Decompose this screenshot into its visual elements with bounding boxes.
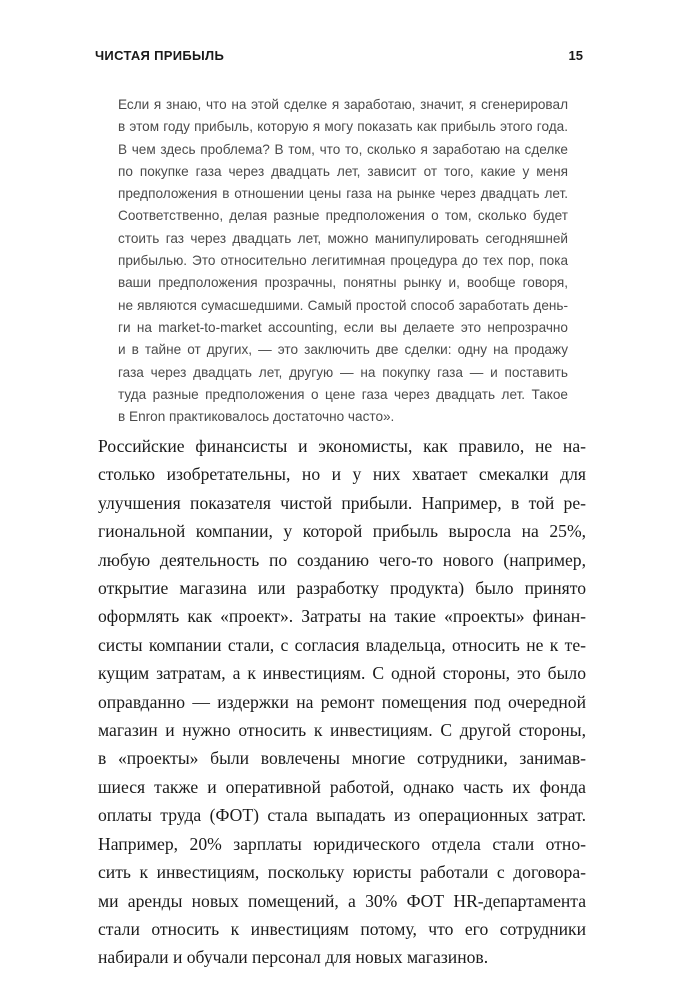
body-line: оправданно — издержки на ремонт помещения под очередной bbox=[98, 691, 586, 712]
body-line: кущим затратам, а к инвестициям. С одной стороны, это было bbox=[98, 663, 586, 684]
quote-block bbox=[118, 94, 568, 428]
body-line: открытие магазина или разработку продукта) было принято bbox=[98, 578, 586, 599]
body-line: в «проекты» были вовлечены многие сотрудники, занимав- bbox=[98, 748, 586, 769]
body-line: Например, 20% зарплаты юридического отдела стали отно- bbox=[98, 833, 586, 854]
body-line: магазин и нужно относить к инвестициям. С другой стороны, bbox=[98, 720, 586, 741]
quote-line: и в тайне от других, — это заключить две сделки: одну на продажу bbox=[118, 342, 568, 358]
quote-line: Если я знаю, что на этой сделке я заработаю, значит, я сгенерировал bbox=[118, 97, 568, 112]
page-number: 15 bbox=[568, 48, 583, 63]
body-line: шиеся также и оперативной работой, однако часть их фонда bbox=[98, 776, 586, 797]
body-line: любую деятельность по созданию чего-то нового (например, bbox=[98, 549, 586, 570]
quote-line: предположения в отношении цены газа на рынке через двадцать лет. bbox=[118, 186, 568, 202]
body-line: оформлять как «проект». Затраты на такие «проекты» финан- bbox=[98, 606, 586, 627]
body-line: оплаты труда (ФОТ) стала выпадать из операционных затрат. bbox=[98, 805, 586, 826]
body-line: сить к инвестициям, поскольку юристы работали с договора- bbox=[98, 862, 586, 883]
quote-line: не являются сумасшедшими. Самый простой способ заработать день- bbox=[118, 297, 568, 313]
quote-line: Соответственно, делая разные предположения о том, сколько будет bbox=[118, 208, 568, 224]
quote-line: В чем здесь проблема? В том, что то, сколько я заработаю на сделке bbox=[118, 141, 568, 157]
body-line: улучшения показателя чистой прибыли. Например, в той ре- bbox=[98, 492, 586, 513]
body-line: Российские финансисты и экономисты, как правило, не на- bbox=[98, 436, 586, 456]
quote-line: в Enron практиковалось достаточно часто». bbox=[118, 409, 395, 425]
quote-line: газа через двадцать лет, другую — на покупку газа — и поставить bbox=[118, 364, 568, 380]
body-line: стали относить к инвестициям потому, что его сотрудники bbox=[98, 918, 586, 939]
body-line: ми аренды новых помещений, а 30% ФОТ HR-департамента bbox=[98, 890, 586, 911]
quote-line: по покупке газа через двадцать лет, зависит от того, какие у меня bbox=[118, 163, 568, 179]
quote-line: прибылью. Это относительно легитимная процедура до тех пор, пока bbox=[118, 253, 568, 269]
quote-line: ги на market-to-market accounting, если вы делаете это непрозрачно bbox=[118, 319, 568, 335]
body-line: систы компании стали, с согласия владельца, относить не к те- bbox=[98, 634, 586, 655]
body-paragraph bbox=[98, 432, 586, 972]
quote-line: ваши предположения прозрачны, понятны рынку и, вообще говоря, bbox=[118, 275, 568, 291]
quote-line: в этом году прибыль, которую я могу показать как прибыль этого года. bbox=[118, 119, 568, 135]
body-line: набирали и обучали персонал для новых магазинов. bbox=[98, 947, 489, 968]
body-line: столько изобретательны, но и у них хватает смекалки для bbox=[98, 464, 586, 485]
quote-line: стоить газ через двадцать лет, можно манипулировать сегодняшней bbox=[118, 230, 568, 246]
running-title: ЧИСТАЯ ПРИБЫЛЬ bbox=[95, 48, 225, 63]
body-line: гиональной компании, у которой прибыль выросла на 25%, bbox=[98, 521, 586, 542]
quote-line: туда разные предположения о цене газа через двадцать лет. Такое bbox=[118, 386, 568, 402]
